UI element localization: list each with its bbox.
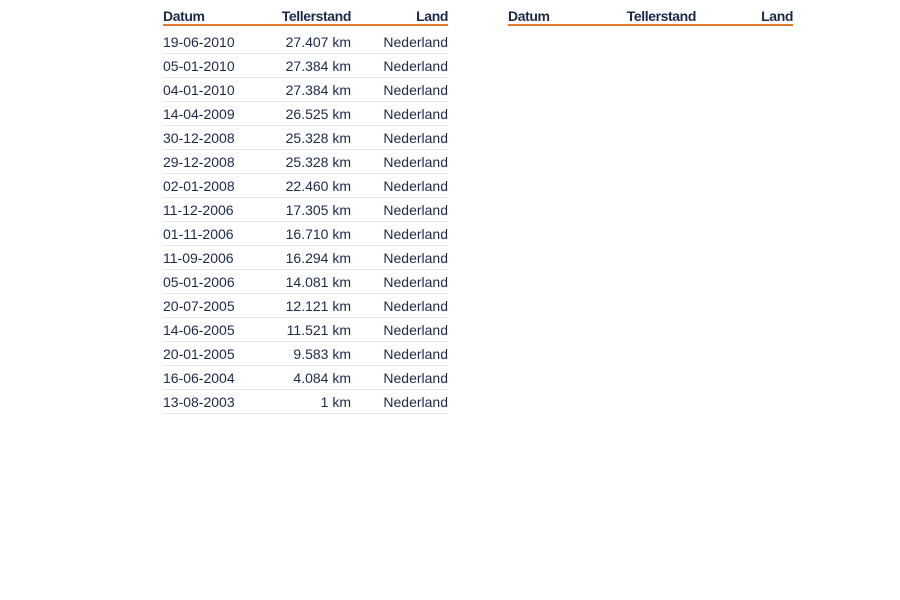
row-land: Nederland <box>383 297 448 314</box>
row-date: 01-11-2006 <box>163 225 234 242</box>
row-date: 05-01-2006 <box>163 273 235 290</box>
row-tellerstand: 25.328 km <box>285 153 351 170</box>
row-land: Nederland <box>383 273 448 290</box>
row-tellerstand: 17.305 km <box>285 201 351 218</box>
odometer-table-left <box>163 6 448 414</box>
row-date: 11-12-2006 <box>163 201 234 218</box>
row-date: 11-09-2006 <box>163 249 234 266</box>
table-row <box>163 150 448 174</box>
row-tellerstand: 14.081 km <box>285 273 351 290</box>
row-date: 13-08-2003 <box>163 393 235 410</box>
row-land: Nederland <box>383 201 448 218</box>
row-tellerstand: 27.407 km <box>285 33 351 50</box>
row-date: 20-07-2005 <box>163 297 235 314</box>
table-row <box>163 126 448 150</box>
table-row <box>163 54 448 78</box>
row-date: 14-04-2009 <box>163 105 235 122</box>
table-row <box>163 174 448 198</box>
row-date: 16-06-2004 <box>163 369 235 386</box>
table-row <box>163 246 448 270</box>
row-land: Nederland <box>383 321 448 338</box>
row-date: 30-12-2008 <box>163 129 235 146</box>
row-date: 14-06-2005 <box>163 321 235 338</box>
row-land: Nederland <box>383 33 448 50</box>
table-row <box>163 102 448 126</box>
table-header <box>163 6 448 26</box>
row-land: Nederland <box>383 105 448 122</box>
row-tellerstand: 22.460 km <box>285 177 351 194</box>
row-land: Nederland <box>383 57 448 74</box>
header-datum[interactable]: Datum <box>163 8 205 24</box>
row-land: Nederland <box>383 345 448 362</box>
row-tellerstand: 25.328 km <box>285 129 351 146</box>
table-body <box>163 30 448 414</box>
table-row <box>163 390 448 414</box>
row-land: Nederland <box>383 369 448 386</box>
table-row <box>163 198 448 222</box>
row-land: Nederland <box>383 393 448 410</box>
table-row <box>163 78 448 102</box>
row-date: 04-01-2010 <box>163 81 235 98</box>
header-datum[interactable]: Datum <box>508 8 550 24</box>
row-tellerstand: 9.583 km <box>293 345 351 362</box>
row-land: Nederland <box>383 225 448 242</box>
table-row <box>163 222 448 246</box>
table-row <box>163 342 448 366</box>
row-land: Nederland <box>383 129 448 146</box>
row-date: 02-01-2008 <box>163 177 235 194</box>
header-land[interactable]: Land <box>761 8 793 24</box>
header-tellerstand[interactable]: Tellerstand <box>626 8 696 24</box>
header-tellerstand[interactable]: Tellerstand <box>281 8 351 24</box>
table-header <box>508 6 793 26</box>
row-tellerstand: 12.121 km <box>285 297 351 314</box>
table-row <box>163 318 448 342</box>
table-row <box>163 30 448 54</box>
row-land: Nederland <box>383 249 448 266</box>
table-row <box>163 270 448 294</box>
row-date: 19-06-2010 <box>163 33 235 50</box>
odometer-table-right <box>508 6 793 26</box>
row-land: Nederland <box>383 153 448 170</box>
row-date: 20-01-2005 <box>163 345 235 362</box>
row-tellerstand: 26.525 km <box>285 105 351 122</box>
table-row <box>163 294 448 318</box>
row-land: Nederland <box>383 177 448 194</box>
row-tellerstand: 16.294 km <box>285 249 351 266</box>
row-tellerstand: 27.384 km <box>285 81 351 98</box>
row-date: 05-01-2010 <box>163 57 235 74</box>
header-land[interactable]: Land <box>416 8 448 24</box>
row-tellerstand: 1 km <box>320 393 351 410</box>
row-tellerstand: 16.710 km <box>285 225 351 242</box>
row-land: Nederland <box>383 81 448 98</box>
row-date: 29-12-2008 <box>163 153 235 170</box>
table-row <box>163 366 448 390</box>
row-tellerstand: 4.084 km <box>293 369 351 386</box>
row-tellerstand: 11.521 km <box>286 321 351 338</box>
row-tellerstand: 27.384 km <box>285 57 351 74</box>
